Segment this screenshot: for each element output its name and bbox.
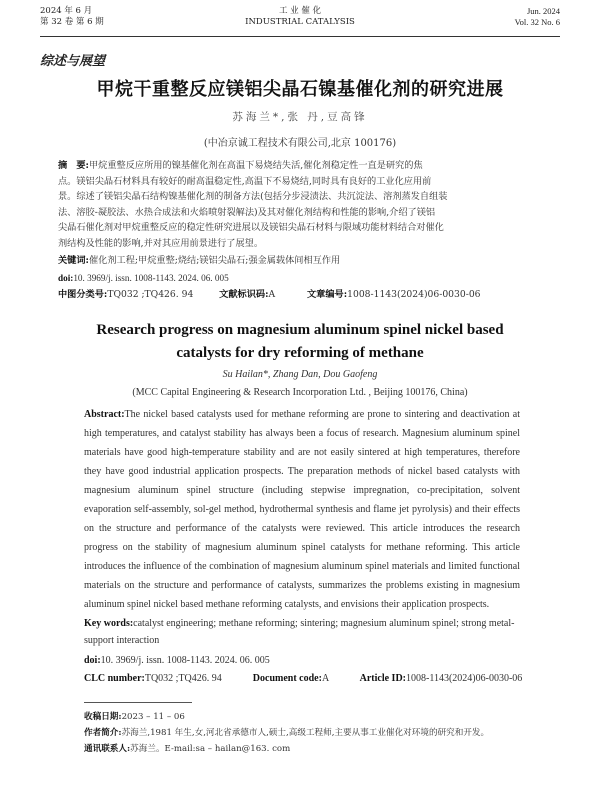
paper-title-cn: 甲烷干重整反应镁铝尖晶石镍基催化剂的研究进展 [96, 79, 504, 100]
keywords-en [84, 615, 520, 649]
authors-en: Su Hailan*, Zhang Dan, Dou Gaofeng [222, 369, 378, 380]
running-header-center [0, 6, 600, 28]
footnote-contact [84, 741, 564, 757]
doi-cn [58, 271, 548, 285]
abstract-en [84, 405, 520, 614]
section-tag: 综述与展望 [40, 54, 106, 69]
paper-title-en-line: catalysts for dry reforming of methane [176, 345, 424, 361]
clc-en-value: TQ032 ;TQ426. 94 [144, 673, 222, 684]
abstract-cn-line: 点。镁铝尖晶石材料具有较好的耐高温稳定性,高温下不易烧结,同时具有良好的工业化应用前 [58, 175, 432, 187]
keywords-cn [58, 254, 548, 268]
abstract-cn-line: 法、溶胶-凝胶法、水热合成法和火焰喷射裂解法)及其对催化剂结构和性能的影响,介绍了镁铝 [58, 206, 436, 218]
abstract-cn-label: 摘 要: [58, 160, 89, 171]
abstract-cn-line: 尖晶石催化剂对甲烷重整反应的稳定性研究进展以及镁铝尖晶石材料与限域功能材料结合对催化 [58, 222, 444, 234]
journal-name-cn: 工 业 催 化 [278, 6, 322, 16]
doi-en [84, 655, 270, 666]
paper-title-en-line: Research progress on magnesium aluminum spinel nickel based [96, 322, 504, 338]
received-label: 收稿日期: [84, 712, 122, 722]
affiliation-en: (MCC Capital Engineering & Research Incorporation Ltd. , Beijing 100176, China) [132, 387, 468, 398]
keywords-cn-label: 关键词: [58, 255, 89, 266]
doi-en-value: 10. 3969/j. issn. 1008-1143. 2024. 06. 005 [100, 655, 270, 666]
bio-text: 苏海兰,1981 年生,女,河北省承德市人,硕士,高级工程师,主要从事工业催化对环境的研究和开发。 [121, 728, 490, 738]
doccode-cn-value: A [268, 289, 276, 300]
abstract-cn-line: 摘 要:甲烷重整反应所用的镍基催化剂在高温下易烧结失活,催化剂稳定性一直是研究的焦 [58, 160, 423, 171]
doi-cn-label: doi: [58, 273, 74, 283]
doi-en-label: doi: [84, 655, 101, 666]
header-month-en: Jun. 2024 [526, 6, 560, 16]
doccode-cn-label: 文献标识码: [219, 289, 269, 300]
articleno-cn-value: 1008-1143(2024)06-0030-06 [347, 289, 481, 300]
footnote-rule [84, 702, 192, 703]
abstract-cn [58, 158, 548, 252]
abstract-en-label: Abstract: [84, 409, 125, 420]
abstract-en-text: The nickel based catalysts used for methane reforming are prone to sintering and deactivation at high temperatures, and catalyst stability has always been a focus of research. Magnesium aluminum spinel materials have good high-temperature stability and are not easily sintered at high temperatures, therefore they have good industrial application prospects. The preparation methods of nickel based catalysts with magnesium aluminum spinel structure (including stepwise impregnation, co-precipitation, solvent evaporation self-assembly, sol-gel method, hydrothermal synthesis and flame jet pyrolysis) and their effects on the structure and performance of the catalysts were reviewed. This article introduces the research progress on the stability of magnesium aluminum spinel catalysts for methane reforming. This article introduces the influence of the combination of magnesium aluminum spinel materials and limited functional materials on the structure and performance of catalysts, summarizes the problems existing in magnesium aluminum spinel nickel based methane reforming catalysts, and envisions their application prospects. [84, 409, 520, 610]
bio-label: 作者简介: [84, 728, 122, 738]
header-date: 2024 年 6 月 [40, 6, 93, 16]
keywords-en-text: catalyst engineering; methane reforming; sintering; magnesium aluminum spinel; strong metal-support interaction [84, 618, 515, 646]
header-volume-en: Vol. 32 No. 6 [514, 17, 560, 27]
affiliation-cn: (中冶京诚工程技术有限公司,北京 100176) [203, 138, 397, 149]
abstract-cn-line: 剂结构及性能的影响,并对其应用前景进行了展望。 [58, 237, 264, 249]
contact-label: 通讯联系人: [84, 744, 131, 754]
header-volume-cn: 第 32 卷 第 6 期 [40, 17, 104, 27]
doccode-en-label: Document code: [252, 673, 322, 684]
footnote-author-bio [84, 725, 564, 741]
doi-cn-value: 10. 3969/j. issn. 1008-1143. 2024. 06. 005 [73, 273, 229, 283]
running-header-right [515, 6, 560, 28]
doccode-en-value: A [321, 673, 329, 684]
abstract-cn-line: 景。综述了镁铝尖晶石结构镍基催化剂的制备方法(包括分步浸渍法、共沉淀法、溶剂蒸发自组装 [58, 191, 448, 203]
footnote-received [84, 709, 564, 725]
classification-en [84, 673, 522, 684]
journal-name-en: INDUSTRIAL CATALYSIS [245, 17, 355, 27]
keywords-cn-text: 催化剂工程;甲烷重整;烧结;镁铝尖晶石;强金属载体间相互作用 [88, 255, 341, 266]
clc-en-label: CLC number: [84, 673, 145, 684]
classification-cn [58, 288, 548, 302]
clc-cn-value: TQ032 ;TQ426. 94 [107, 289, 194, 300]
paper-title-en [0, 319, 600, 365]
authors-cn: 苏海兰*,张 丹,豆高锋 [232, 111, 368, 123]
articleid-en-label: Article ID: [359, 673, 406, 684]
articleno-cn-label: 文章编号: [306, 289, 348, 300]
contact-text: 苏海兰。E-mail:sa – hailan@163. com [130, 744, 291, 754]
clc-cn-label: 中图分类号: [58, 289, 108, 300]
keywords-en-label: Key words: [84, 618, 134, 629]
received-date: 2023 – 11 – 06 [121, 712, 185, 722]
articleid-en-value: 1008-1143(2024)06-0030-06 [406, 673, 523, 684]
header-rule [40, 36, 560, 37]
